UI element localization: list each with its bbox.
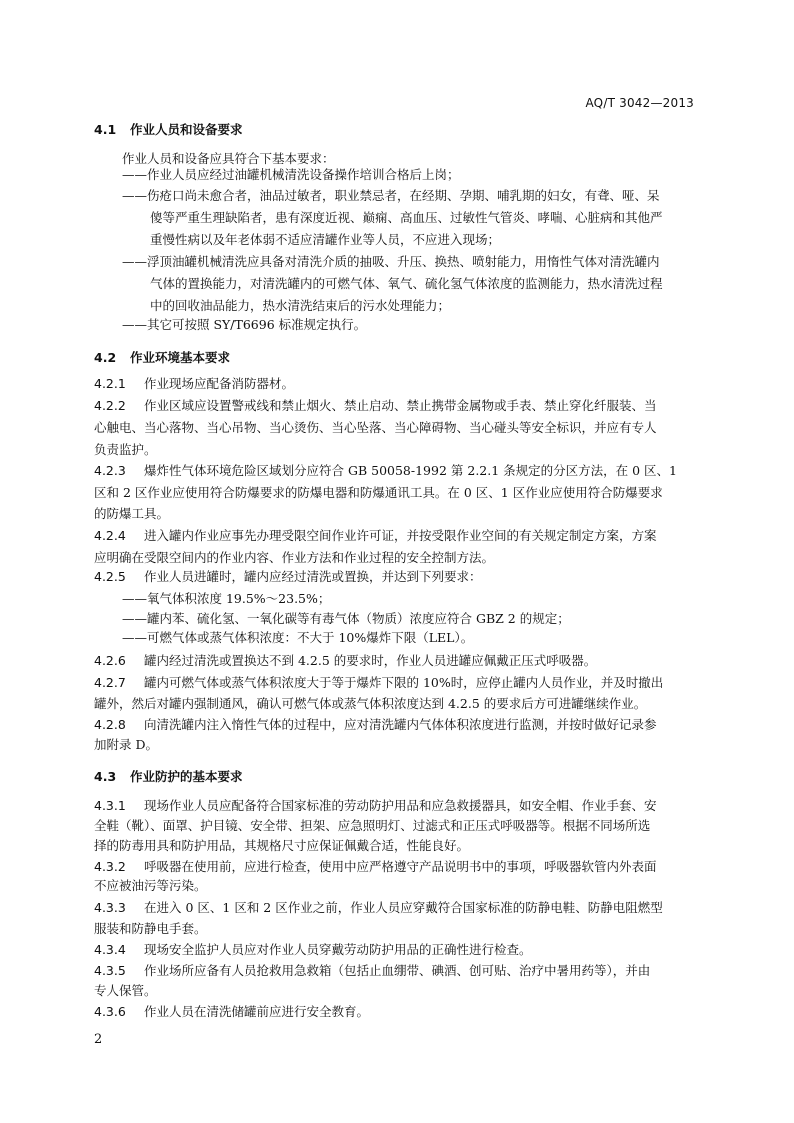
paragraph-line: 罐外，然后对罐内强制通风，确认可燃气体或蒸气体积浓度达到 4.2.5 的要求后方可进罐继续作业。	[94, 696, 647, 711]
paragraph-line: 全鞋（靴）、面罩、护目镜、安全带、担架、应急照明灯、过滤式和正压式呼吸器等。根据不同场所选	[94, 818, 651, 833]
clause-4-2-7: 4.2.7 罐内可燃气体或蒸气体积浓度大于等于爆炸下限的 10%时，应停止罐内人员作业，并及时撤出	[94, 675, 664, 690]
clause-4-2-4: 4.2.4 进入罐内作业应事先办理受限空间作业许可证，并按受限作业空间的有关规定制定方案，方案	[94, 528, 657, 543]
paragraph-line: 加附录 D。	[94, 737, 158, 752]
list-item: ——罐内苯、硫化氢、一氧化碳等有毒气体（物质）浓度应符合 GBZ 2 的规定；	[122, 611, 570, 626]
clause-4-3-1: 4.3.1 现场作业人员应配备符合国家标准的劳动防护用品和应急救援器具，如安全帽、作业手套、安	[94, 798, 657, 813]
clause-4-2-1: 4.2.1 作业现场应配备消防器材。	[94, 376, 295, 391]
paragraph-line: 的防爆工具。	[94, 506, 170, 521]
list-item: ——浮顶油罐机械清洗应具备对清洗介质的抽吸、升压、换热、喷射能力，用惰性气体对清洗罐内	[122, 254, 660, 269]
paragraph-line: 区和 2 区作业应使用符合防爆要求的防爆电器和防爆通讯工具。在 0 区、1 区作业应使用符合防爆要求	[94, 485, 663, 500]
list-item-continuation: 重慢性病以及年老体弱不适应清罐作业等人员，不应进入现场；	[150, 232, 501, 247]
clause-4-3-5: 4.3.5 作业场所应备有人员抢救用急救箱（包括止血绷带、碘酒、创可贴、治疗中暑用药等），并由	[94, 963, 651, 978]
clause-4-2-3: 4.2.3 爆炸性气体环境危险区域划分应符合 GB 50058-1992 第 2.2.1 条规定的分区方法，在 0 区、1	[94, 463, 677, 478]
clause-4-2-5: 4.2.5 作业人员进罐时，罐内应经过清洗或置换，并达到下列要求：	[94, 569, 482, 584]
clause-4-2-6: 4.2.6 罐内经过清洗或置换达不到 4.2.5 的要求时，作业人员进罐应佩戴正压式呼吸器。	[94, 653, 597, 668]
clause-4-3-4: 4.3.4 现场安全监护人员应对作业人员穿戴劳动防护用品的正确性进行检查。	[94, 942, 532, 957]
list-item: ——氧气体积浓度 19.5%～23.5%；	[122, 591, 331, 606]
list-item: ——伤疮口尚未愈合者，油品过敏者，职业禁忌者，在经期、孕期、哺乳期的妇女，有聋、哑、呆	[122, 188, 660, 203]
paragraph-line: 心触电、当心落物、当心吊物、当心烫伤、当心坠落、当心障碍物、当心碰头等安全标识，并应有专人	[94, 420, 657, 435]
paragraph-line: 专人保管。	[94, 983, 157, 998]
list-item-continuation: 中的回收油品能力，热水清洗结束后的污水处理能力；	[150, 298, 451, 313]
clause-4-3-2: 4.3.2 呼吸器在使用前，应进行检查，使用中应严格遵守产品说明书中的事项，呼吸器软管内外表面	[94, 859, 657, 874]
paragraph-line: 负责监护。	[94, 442, 157, 457]
page-number: 2	[94, 1032, 103, 1047]
paragraph-line: 择的防毒用具和防护用品，其规格尺寸应保证佩戴合适，性能良好。	[94, 838, 470, 853]
clause-4-2-8: 4.2.8 向清洗罐内注入惰性气体的过程中，应对清洗罐内气体体积浓度进行监测，并按时做好记录参	[94, 717, 657, 732]
section-heading-4-2: 4.2 作业环境基本要求	[94, 350, 231, 365]
paragraph-line: 应明确在受限空间内的作业内容、作业方法和作业过程的安全控制方法。	[94, 550, 495, 565]
list-item-continuation: 气体的置换能力，对清洗罐内的可燃气体、氧气、硫化氢气体浓度的监测能力，热水清洗过程	[150, 276, 663, 291]
list-item: ——作业人员应经过油罐机械清洗设备操作培训合格后上岗；	[122, 167, 460, 182]
section-heading-4-3: 4.3 作业防护的基本要求	[94, 769, 243, 784]
clause-4-2-2: 4.2.2 作业区域应设置警戒线和禁止烟火、禁止启动、禁止携带金属物或手表、禁止穿化纤服装、当	[94, 398, 657, 413]
clause-4-3-3: 4.3.3 在进入 0 区、1 区和 2 区作业之前，作业人员应穿戴符合国家标准的防静电鞋、防静电阻燃型	[94, 900, 663, 915]
paragraph-line: 不应被油污等污染。	[94, 878, 207, 893]
standard-header: AQ/T 3042—2013	[585, 96, 694, 110]
clause-4-3-6: 4.3.6 作业人员在清洗储罐前应进行安全教育。	[94, 1004, 370, 1019]
list-item: ——其它可按照 SY/T6696 标准规定执行。	[122, 317, 367, 332]
list-item-continuation: 傻等严重生理缺陷者，患有深度近视、巅痫、高血压、过敏性气管炎、哮喘、心脏病和其他严	[150, 210, 663, 225]
section-heading-4-1: 4.1 作业人员和设备要求	[94, 122, 243, 137]
list-item: ——可燃气体或蒸气体积浓度：不大于 10%爆炸下限（LEL）。	[122, 630, 474, 645]
paragraph-line: 服装和防静电手套。	[94, 921, 207, 936]
paragraph-line: 作业人员和设备应具符合下基本要求：	[122, 151, 335, 166]
